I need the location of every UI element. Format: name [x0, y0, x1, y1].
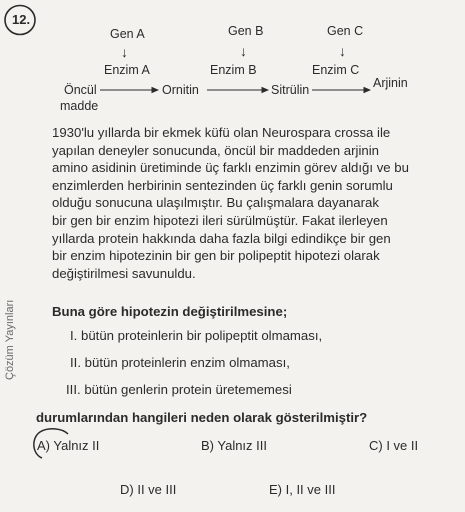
gene-b-label: Gen B	[228, 24, 264, 38]
pathway-arrows	[0, 0, 465, 110]
paragraph-line: yapılan deneyler sonucunda, öncül bir maddeden arjinin	[52, 142, 379, 158]
down-arrow-icon: ↓	[240, 43, 247, 59]
product-arjinin: Arjinin	[373, 76, 408, 90]
question-paragraph	[52, 124, 452, 282]
enzyme-a-label: Enzim A	[104, 63, 150, 77]
paragraph-line: 1930'lu yıllarda bir ekmek küfü olan Neurospara crossa ile	[52, 125, 391, 140]
paragraph-line: bir enzim hipotezinin bir gen bir polipeptit hipotezi olarak	[52, 248, 380, 264]
option-e[interactable]: E) I, II ve III	[269, 482, 336, 497]
down-arrow-icon: ↓	[339, 43, 346, 59]
statement-iii: III. bütün genlerin protein üretememesi	[66, 382, 292, 397]
paragraph-line: amino asidinin üretiminde üç farklı enzimin görev aldığı ve bu	[52, 160, 409, 176]
down-arrow-icon: ↓	[121, 44, 128, 60]
enzyme-c-label: Enzim C	[312, 63, 360, 77]
side-publisher-text	[0, 240, 16, 380]
product-ornitin: Ornitin	[162, 83, 199, 97]
option-c[interactable]: C) I ve II	[369, 438, 419, 453]
precursor-label-line2: madde	[60, 99, 99, 113]
gene-c-label: Gen C	[327, 24, 364, 38]
paragraph-line: bir gen bir enzim hipotezi ileri sürülmüştür. Fakat ilerleyen	[52, 212, 388, 228]
question-number: 12.	[12, 12, 31, 27]
product-sitrulin: Sitrülin	[271, 83, 310, 97]
paragraph-line: enzimlerden herbirinin sentezinden üç farklı genin sorumlu	[52, 177, 393, 193]
option-b[interactable]: B) Yalnız III	[201, 438, 267, 453]
publisher-name: Çözüm Yayınları	[4, 299, 16, 380]
paragraph-line: yıllarda protein hakkında daha fazla bilgi edindikçe bir gen	[52, 230, 391, 246]
paragraph-line: değiştirilmesi savunuldu.	[52, 265, 196, 281]
question-stem: durumlarından hangileri neden olarak gösterilmiştir?	[36, 410, 368, 425]
option-a[interactable]: A) Yalnız II	[37, 438, 100, 453]
precursor-label: Öncül	[64, 83, 97, 97]
paragraph-line: olduğu sonucuna ulaşılmıştır. Bu çalışmalara dayanarak	[52, 195, 379, 211]
question-prompt: Buna göre hipotezin değiştirilmesine;	[52, 304, 288, 319]
gene-a-label: Gen A	[110, 27, 145, 41]
option-d[interactable]: D) II ve III	[120, 482, 177, 497]
statement-i: I. bütün proteinlerin bir polipeptit olmaması,	[70, 328, 323, 343]
statement-ii: II. bütün proteinlerin enzim olmaması,	[70, 355, 290, 370]
enzyme-b-label: Enzim B	[210, 63, 257, 77]
